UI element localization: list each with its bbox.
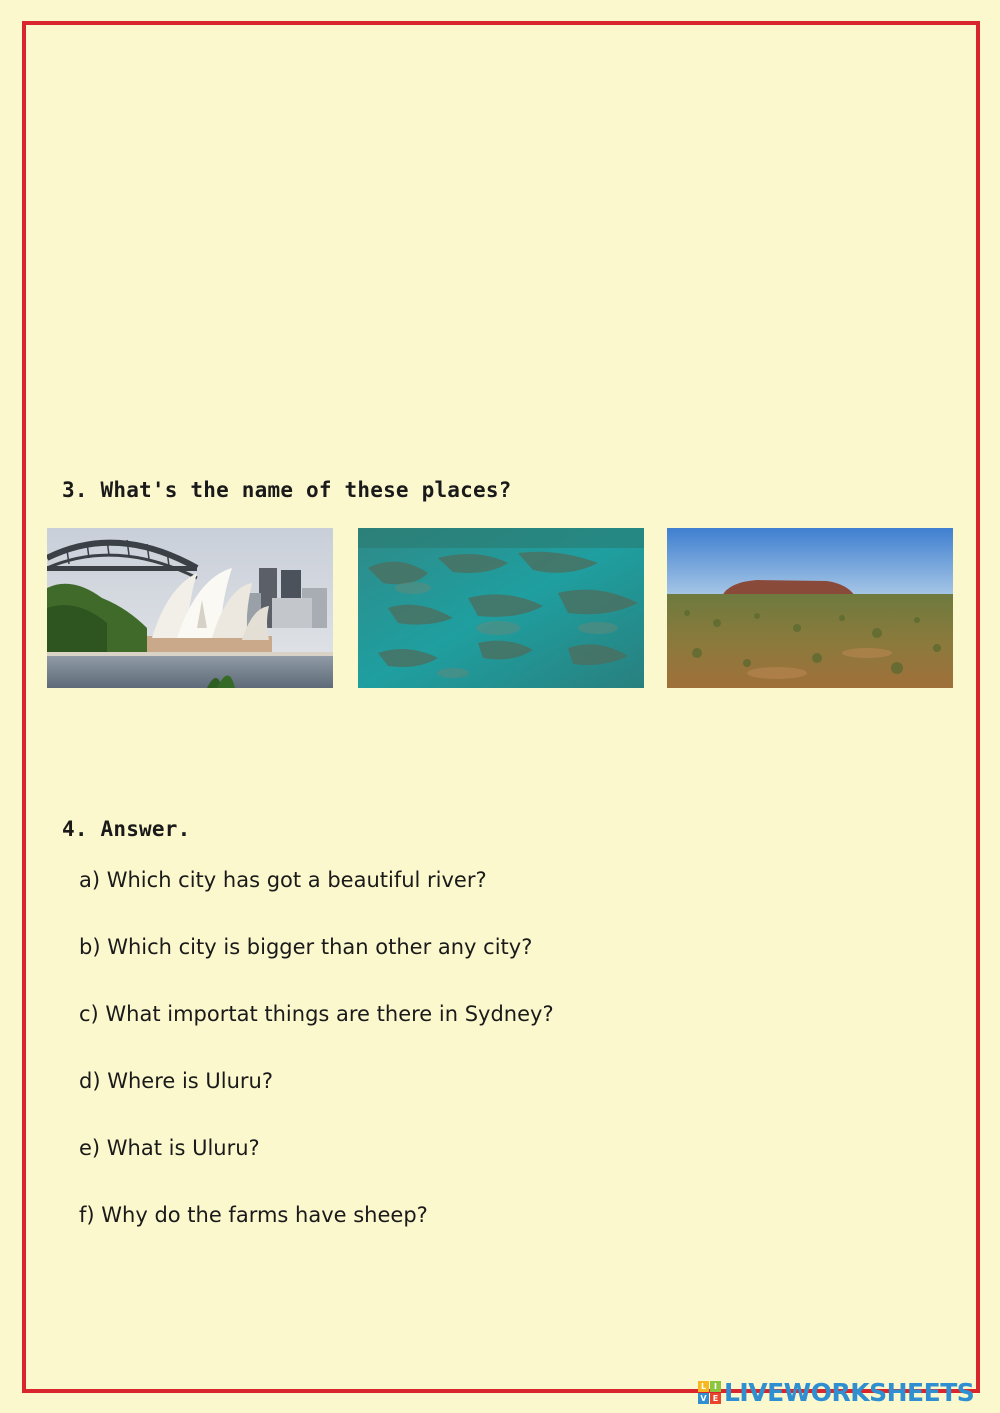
logo-mark-l: L [698,1381,709,1392]
logo-text: LIVEWORKSHEETS [724,1377,975,1407]
question-e: e) What is Uluru? [79,1136,260,1160]
question-c: c) What importat things are there in Sydney? [79,1002,554,1026]
question-4-heading: 4. Answer. [62,817,191,841]
liveworksheets-logo [698,1376,974,1408]
logo-mark-e: E [710,1393,721,1404]
question-b: b) Which city is bigger than other any city? [79,935,533,959]
uluru-photo [667,528,953,688]
question-3-heading: 3. What's the name of these places? [62,478,512,502]
logo-mark-i: I [710,1381,721,1392]
logo-mark-v: V [698,1393,709,1404]
sydney-opera-house-photo [47,528,333,688]
question-d: d) Where is Uluru? [79,1069,274,1093]
question-list [79,863,554,1265]
liveworksheets-logo-icon [698,1381,721,1404]
question-f: f) Why do the farms have sheep? [79,1203,428,1227]
great-barrier-reef-photo [358,528,644,688]
question-a: a) Which city has got a beautiful river? [79,868,487,892]
